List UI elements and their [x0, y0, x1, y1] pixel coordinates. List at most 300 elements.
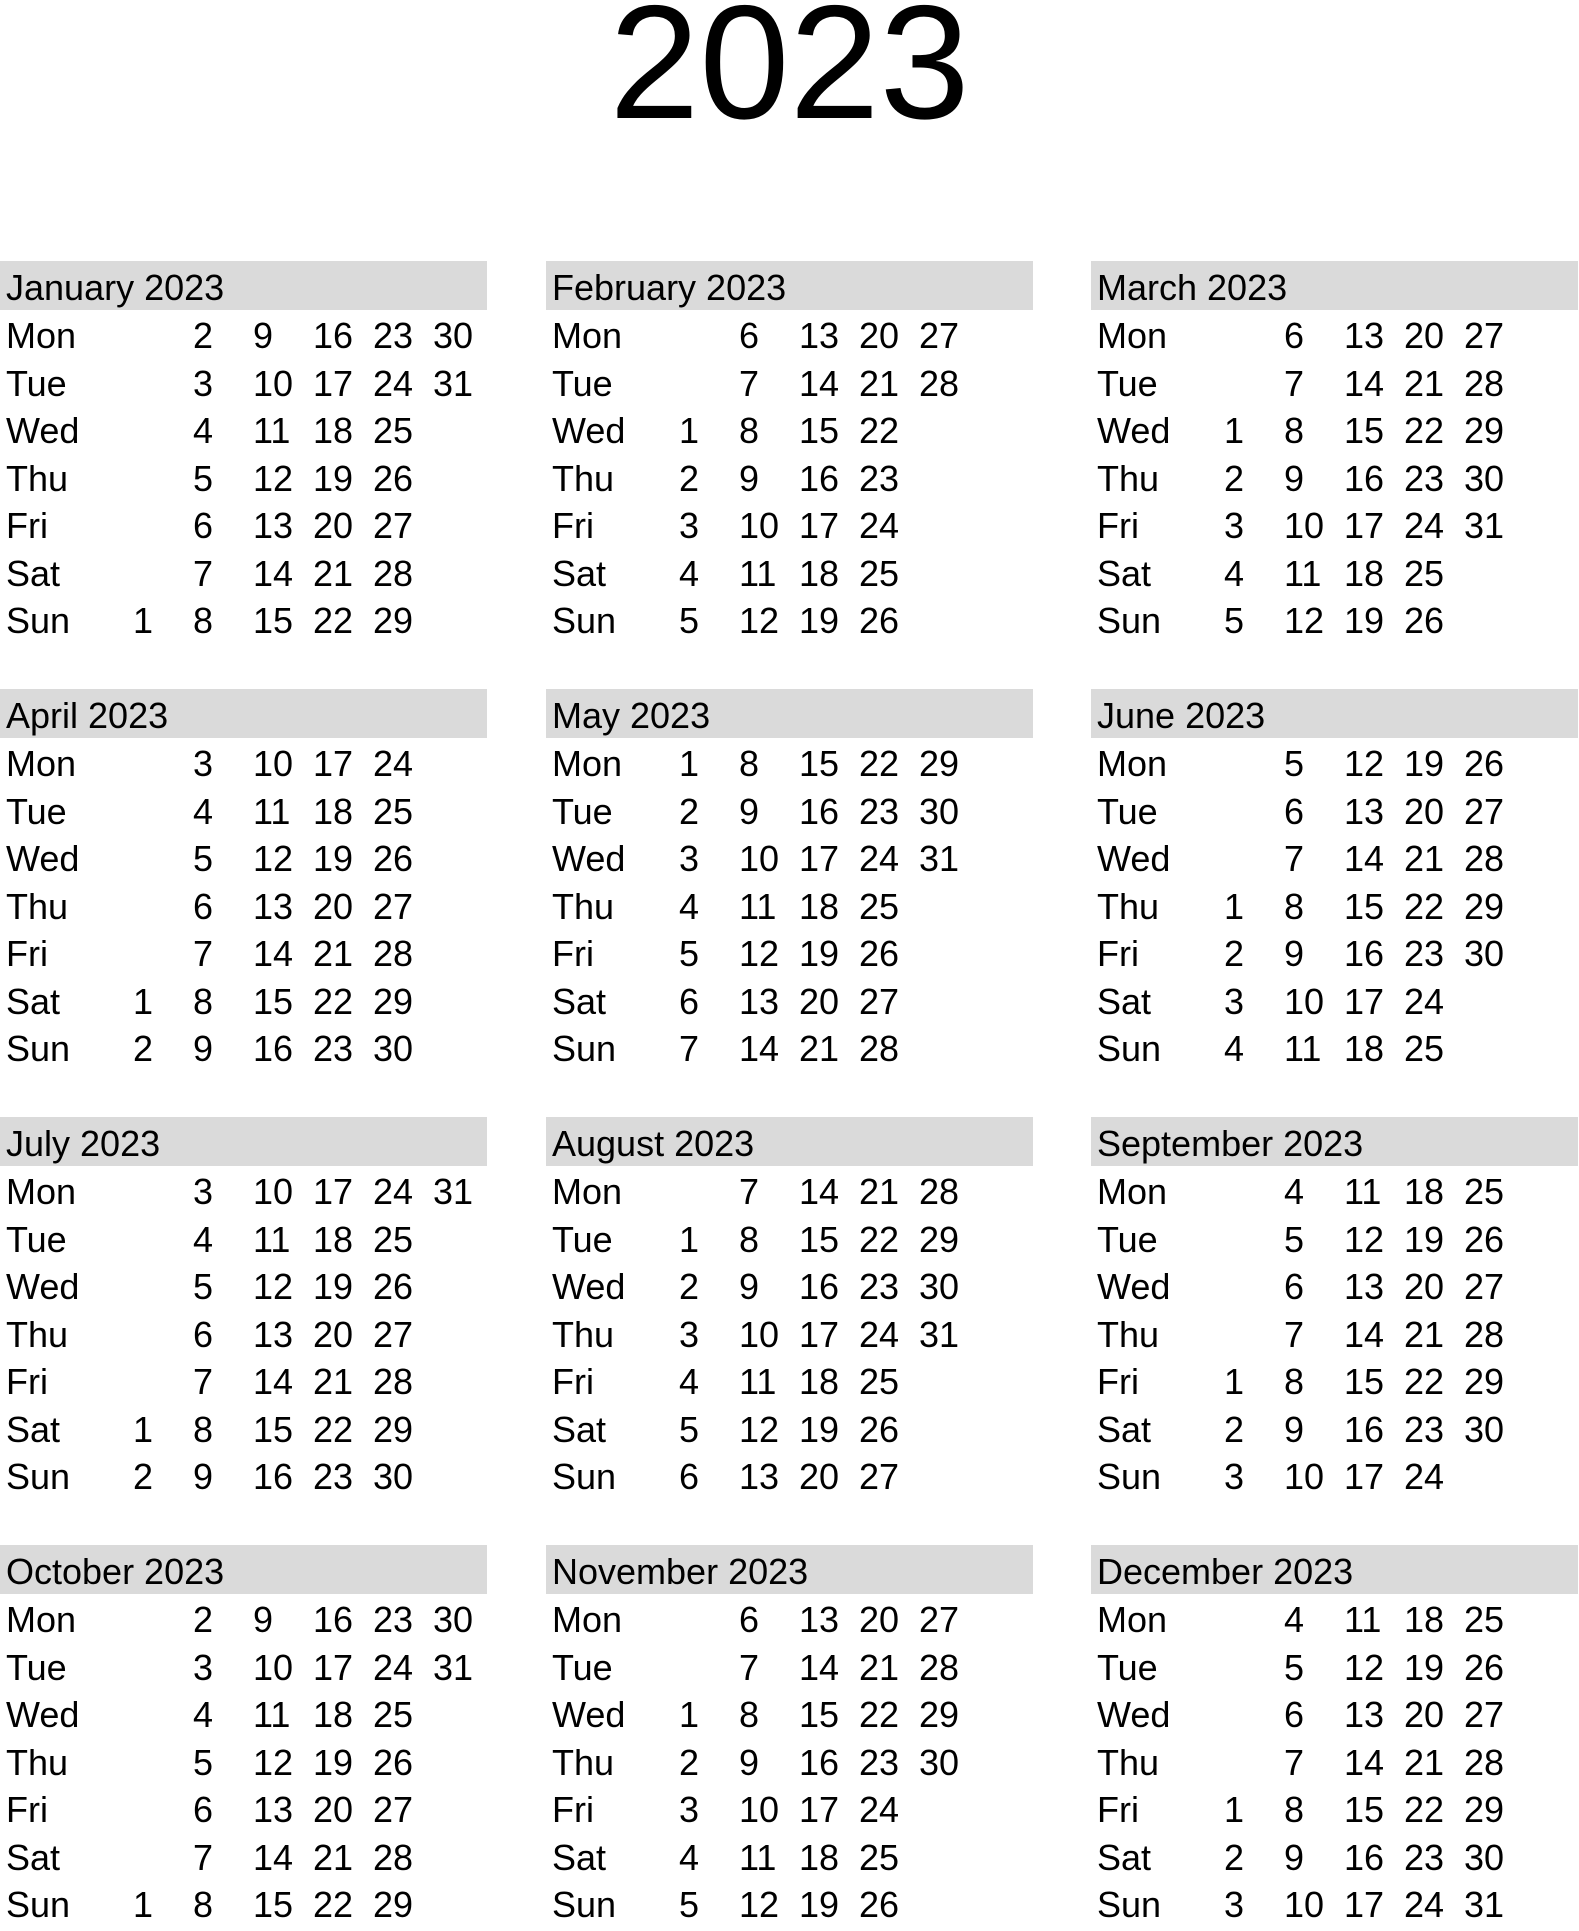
date-cell: 5: [679, 600, 700, 641]
weekday-row: [546, 405, 1033, 453]
weekday-row: [546, 786, 1033, 834]
date-cell: 8: [739, 1218, 760, 1260]
weekday-row: [546, 1309, 1033, 1357]
date-cell: 26: [1404, 600, 1445, 641]
month-block: [1091, 261, 1578, 643]
weekday-label: Mon: [1097, 743, 1168, 784]
date-cell: 17: [799, 505, 840, 546]
weekday-row: [546, 738, 1033, 786]
date-cell: 26: [859, 1884, 900, 1925]
weekday-label: Thu: [6, 885, 69, 927]
date-cell: 1: [1224, 410, 1245, 451]
date-cell: 18: [1404, 1171, 1445, 1212]
date-cell: 12: [739, 1884, 780, 1925]
weekday-row: [0, 1642, 487, 1690]
date-cell: 3: [1224, 505, 1245, 546]
date-cell: 8: [1284, 410, 1305, 451]
weekday-label: Tue: [552, 1646, 613, 1688]
date-cell: 1: [1224, 885, 1245, 927]
weekday-row: [546, 1879, 1033, 1927]
weekday-row: [1091, 595, 1578, 643]
date-cell: 26: [1464, 1646, 1505, 1688]
date-cell: 18: [313, 790, 354, 832]
date-cell: 16: [253, 1028, 294, 1069]
weekday-label: Tue: [6, 1218, 67, 1260]
date-cell: 10: [1284, 1884, 1325, 1925]
date-cell: 4: [193, 790, 214, 832]
weekday-row: [1091, 1261, 1578, 1309]
date-cell: 5: [679, 1408, 700, 1450]
date-cell: 22: [859, 410, 900, 451]
date-cell: 19: [1404, 1646, 1445, 1688]
date-cell: 14: [1344, 362, 1385, 404]
date-cell: 5: [679, 933, 700, 974]
weekday-label: Thu: [6, 1741, 69, 1783]
date-cell: 18: [1404, 1599, 1445, 1640]
date-cell: 7: [193, 1836, 214, 1878]
weekday-label: Mon: [6, 1171, 77, 1212]
date-cell: 27: [859, 980, 900, 1022]
weekday-label: Wed: [1097, 1694, 1171, 1735]
date-cell: 20: [1404, 790, 1445, 832]
weekday-row: [1091, 405, 1578, 453]
date-cell: 12: [253, 1741, 294, 1783]
date-cell: 23: [1404, 1836, 1445, 1878]
date-cell: 8: [193, 600, 214, 641]
date-cell: 28: [859, 1028, 900, 1069]
weekday-label: Fri: [552, 933, 594, 974]
date-cell: 25: [859, 552, 900, 594]
date-cell: 22: [859, 1218, 900, 1260]
weekday-label: Fri: [6, 933, 48, 974]
date-cell: 18: [799, 885, 840, 927]
weekday-label: Thu: [552, 885, 615, 927]
date-cell: 22: [1404, 1789, 1445, 1830]
date-cell: 11: [1284, 1028, 1322, 1069]
date-cell: 24: [373, 743, 414, 784]
weekday-label: Tue: [552, 790, 613, 832]
date-cell: 17: [1344, 505, 1385, 546]
date-cell: 20: [799, 1456, 840, 1497]
weekday-row: [0, 548, 487, 596]
date-cell: 13: [253, 1789, 294, 1830]
date-cell: 6: [1284, 790, 1305, 832]
weekday-row: [0, 786, 487, 834]
date-cell: 15: [1344, 1361, 1385, 1402]
date-cell: 20: [859, 315, 900, 356]
weekday-label: Sat: [552, 1408, 607, 1450]
weekday-row: [546, 310, 1033, 358]
date-cell: 3: [679, 838, 700, 879]
date-cell: 8: [1284, 885, 1305, 927]
weekday-label: Tue: [552, 1218, 613, 1260]
date-cell: 19: [313, 457, 354, 499]
date-cell: 30: [919, 1741, 960, 1783]
date-cell: 23: [313, 1456, 354, 1497]
month-block: [0, 1545, 487, 1927]
date-cell: 18: [1344, 1028, 1385, 1069]
date-cell: 2: [1224, 933, 1245, 974]
date-cell: 27: [373, 505, 414, 546]
date-cell: 7: [739, 362, 760, 404]
date-cell: 15: [253, 1884, 294, 1925]
weekday-row: [1091, 1309, 1578, 1357]
weekday-label: Thu: [1097, 457, 1160, 499]
date-cell: 30: [1464, 1408, 1505, 1450]
date-cell: 25: [859, 1836, 900, 1878]
weekday-row: [1091, 833, 1578, 881]
weekday-label: Mon: [1097, 1599, 1168, 1640]
weekday-label: Sat: [552, 980, 607, 1022]
weekday-row: [546, 833, 1033, 881]
month-header: February 2023: [546, 261, 1033, 310]
weekday-label: Sun: [1097, 1456, 1162, 1497]
month-header: October 2023: [0, 1545, 487, 1594]
date-cell: 8: [1284, 1361, 1305, 1402]
date-cell: 10: [739, 838, 780, 879]
weekday-row: [546, 1356, 1033, 1404]
date-cell: 12: [1344, 743, 1385, 784]
weekday-label: Wed: [552, 410, 626, 451]
date-cell: 23: [859, 790, 900, 832]
date-cell: 6: [193, 1789, 214, 1830]
weekday-row: [546, 500, 1033, 548]
date-cell: 23: [1404, 933, 1445, 974]
date-cell: 19: [1404, 743, 1445, 784]
date-cell: 27: [1464, 1694, 1505, 1735]
date-cell: 11: [739, 885, 777, 927]
date-cell: 3: [1224, 980, 1245, 1022]
weekday-row: [546, 1594, 1033, 1642]
weekday-row: [1091, 1166, 1578, 1214]
date-cell: 13: [799, 315, 840, 356]
date-cell: 26: [373, 1266, 414, 1307]
month-header: March 2023: [1091, 261, 1578, 310]
date-cell: 18: [313, 1694, 354, 1735]
month-header: September 2023: [1091, 1117, 1578, 1166]
date-cell: 28: [1464, 1313, 1505, 1355]
weekday-row: [546, 881, 1033, 929]
date-cell: 23: [373, 315, 414, 356]
date-cell: 11: [1344, 1171, 1382, 1212]
date-cell: 28: [1464, 838, 1505, 879]
month-block: [0, 1117, 487, 1499]
weekday-row: [546, 1689, 1033, 1737]
date-cell: 16: [799, 1741, 840, 1783]
date-cell: 2: [133, 1028, 154, 1069]
date-cell: 28: [373, 933, 414, 974]
date-cell: 7: [193, 552, 214, 594]
date-cell: 30: [433, 1599, 474, 1640]
date-cell: 26: [859, 600, 900, 641]
month-block: [546, 1117, 1033, 1499]
date-cell: 9: [739, 790, 760, 832]
date-cell: 14: [253, 933, 294, 974]
date-cell: 9: [253, 315, 274, 356]
date-cell: 30: [373, 1028, 414, 1069]
date-cell: 30: [373, 1456, 414, 1497]
date-cell: 15: [799, 743, 840, 784]
date-cell: 14: [253, 1836, 294, 1878]
weekday-label: Sat: [552, 1836, 607, 1878]
date-cell: 7: [679, 1028, 700, 1069]
date-cell: 24: [859, 1789, 900, 1830]
date-cell: 28: [373, 1836, 414, 1878]
weekday-row: [0, 500, 487, 548]
date-cell: 6: [193, 505, 214, 546]
date-cell: 22: [1404, 1361, 1445, 1402]
date-cell: 18: [799, 1361, 840, 1402]
date-cell: 31: [1464, 505, 1505, 546]
weekday-row: [0, 1689, 487, 1737]
date-cell: 21: [1404, 838, 1445, 879]
weekday-label: Fri: [6, 1789, 48, 1830]
date-cell: 31: [433, 362, 474, 404]
date-cell: 3: [193, 362, 214, 404]
month-block: [1091, 1117, 1578, 1499]
date-cell: 2: [679, 790, 700, 832]
date-cell: 9: [193, 1456, 214, 1497]
weekday-row: [1091, 1689, 1578, 1737]
date-cell: 7: [1284, 1313, 1305, 1355]
weekday-row: [0, 881, 487, 929]
weekday-label: Fri: [6, 505, 48, 546]
date-cell: 2: [1224, 1408, 1245, 1450]
date-cell: 6: [679, 1456, 700, 1497]
weekday-row: [546, 1023, 1033, 1071]
date-cell: 6: [1284, 315, 1305, 356]
date-cell: 11: [1344, 1599, 1382, 1640]
weekday-label: Fri: [1097, 1789, 1139, 1830]
date-cell: 14: [799, 1646, 840, 1688]
date-cell: 15: [1344, 885, 1385, 927]
date-cell: 11: [253, 1218, 291, 1260]
date-cell: 1: [679, 1694, 700, 1735]
date-cell: 6: [193, 1313, 214, 1355]
weekday-row: [0, 1451, 487, 1499]
date-cell: 29: [373, 1884, 414, 1925]
date-cell: 18: [1344, 552, 1385, 594]
weekday-label: Wed: [552, 1694, 626, 1735]
date-cell: 7: [193, 933, 214, 974]
weekday-row: [546, 976, 1033, 1024]
weekday-label: Tue: [552, 362, 613, 404]
date-cell: 24: [1404, 1884, 1445, 1925]
date-cell: 6: [739, 315, 760, 356]
date-cell: 16: [1344, 1836, 1385, 1878]
date-cell: 3: [193, 1646, 214, 1688]
date-cell: 8: [193, 1884, 214, 1925]
date-cell: 2: [1224, 1836, 1245, 1878]
date-cell: 12: [253, 838, 294, 879]
weekday-row: [0, 1832, 487, 1880]
date-cell: 3: [193, 1171, 214, 1212]
date-cell: 5: [193, 457, 214, 499]
weekday-row: [1091, 1023, 1578, 1071]
date-cell: 10: [253, 1646, 294, 1688]
date-cell: 27: [1464, 1266, 1505, 1307]
date-cell: 1: [679, 410, 700, 451]
date-cell: 27: [1464, 315, 1505, 356]
date-cell: 13: [1344, 1694, 1385, 1735]
weekday-label: Sun: [6, 1456, 71, 1497]
date-cell: 26: [373, 1741, 414, 1783]
date-cell: 18: [799, 552, 840, 594]
date-cell: 21: [799, 1028, 840, 1069]
weekday-row: [1091, 1404, 1578, 1452]
date-cell: 22: [1404, 885, 1445, 927]
date-cell: 24: [1404, 980, 1445, 1022]
date-cell: 25: [373, 1694, 414, 1735]
weekday-label: Thu: [552, 1741, 615, 1783]
date-cell: 4: [193, 1218, 214, 1260]
date-cell: 15: [799, 1218, 840, 1260]
weekday-label: Sun: [6, 1884, 71, 1925]
weekday-row: [546, 1214, 1033, 1262]
month-header: November 2023: [546, 1545, 1033, 1594]
date-cell: 10: [1284, 505, 1325, 546]
date-cell: 9: [739, 1741, 760, 1783]
weekday-row: [1091, 881, 1578, 929]
date-cell: 15: [253, 1408, 294, 1450]
date-cell: 5: [1224, 600, 1245, 641]
date-cell: 29: [373, 980, 414, 1022]
date-cell: 20: [1404, 315, 1445, 356]
weekday-row: [546, 1737, 1033, 1785]
weekday-row: [0, 405, 487, 453]
date-cell: 24: [859, 838, 900, 879]
date-cell: 27: [373, 885, 414, 927]
date-cell: 8: [193, 1408, 214, 1450]
weekday-row: [1091, 1594, 1578, 1642]
weekday-label: Fri: [552, 505, 594, 546]
date-cell: 2: [193, 1599, 214, 1640]
date-cell: 24: [373, 1646, 414, 1688]
date-cell: 16: [313, 315, 354, 356]
date-cell: 11: [253, 1694, 291, 1735]
date-cell: 22: [313, 600, 354, 641]
weekday-row: [0, 1356, 487, 1404]
weekday-label: Tue: [6, 362, 67, 404]
date-cell: 19: [1344, 600, 1385, 641]
weekday-label: Tue: [1097, 1646, 1158, 1688]
date-cell: 6: [1284, 1266, 1305, 1307]
date-cell: 19: [799, 600, 840, 641]
date-cell: 20: [799, 980, 840, 1022]
weekday-label: Mon: [1097, 315, 1168, 356]
date-cell: 5: [193, 1741, 214, 1783]
date-cell: 26: [1464, 1218, 1505, 1260]
date-cell: 28: [373, 552, 414, 594]
date-cell: 12: [739, 600, 780, 641]
month-block: [1091, 1545, 1578, 1927]
date-cell: 6: [193, 885, 214, 927]
weekday-row: [1091, 1642, 1578, 1690]
date-cell: 30: [919, 790, 960, 832]
date-cell: 24: [1404, 505, 1445, 546]
date-cell: 11: [253, 410, 291, 451]
weekday-row: [546, 595, 1033, 643]
weekday-label: Sun: [552, 1456, 617, 1497]
date-cell: 13: [1344, 315, 1385, 356]
weekday-label: Fri: [552, 1789, 594, 1830]
date-cell: 28: [373, 1361, 414, 1402]
date-cell: 14: [799, 362, 840, 404]
date-cell: 16: [799, 790, 840, 832]
weekday-row: [546, 1261, 1033, 1309]
date-cell: 9: [739, 1266, 760, 1307]
date-cell: 29: [1464, 410, 1505, 451]
weekday-label: Wed: [6, 838, 80, 879]
date-cell: 7: [1284, 838, 1305, 879]
date-cell: 20: [313, 1313, 354, 1355]
date-cell: 13: [1344, 1266, 1385, 1307]
weekday-row: [1091, 310, 1578, 358]
date-cell: 14: [1344, 1313, 1385, 1355]
weekday-label: Mon: [6, 315, 77, 356]
weekday-label: Fri: [1097, 505, 1139, 546]
date-cell: 9: [1284, 457, 1305, 499]
date-cell: 31: [433, 1646, 474, 1688]
date-cell: 21: [1404, 362, 1445, 404]
date-cell: 29: [919, 1694, 960, 1735]
date-cell: 2: [193, 315, 214, 356]
date-cell: 24: [373, 362, 414, 404]
date-cell: 17: [313, 1646, 354, 1688]
weekday-label: Mon: [6, 1599, 77, 1640]
weekday-label: Thu: [1097, 1313, 1160, 1355]
date-cell: 25: [1404, 1028, 1445, 1069]
date-cell: 20: [313, 885, 354, 927]
date-cell: 14: [253, 1361, 294, 1402]
weekday-row: [1091, 1356, 1578, 1404]
month-header: August 2023: [546, 1117, 1033, 1166]
date-cell: 30: [919, 1266, 960, 1307]
date-cell: 3: [679, 1789, 700, 1830]
date-cell: 23: [1404, 1408, 1445, 1450]
date-cell: 5: [193, 1266, 214, 1307]
date-cell: 19: [313, 838, 354, 879]
date-cell: 22: [859, 743, 900, 784]
weekday-row: [0, 1784, 487, 1832]
date-cell: 19: [313, 1266, 354, 1307]
date-cell: 7: [1284, 1741, 1305, 1783]
date-cell: 17: [799, 838, 840, 879]
date-cell: 2: [133, 1456, 154, 1497]
weekday-label: Sun: [1097, 1028, 1162, 1069]
date-cell: 21: [313, 933, 354, 974]
weekday-label: Thu: [552, 1313, 615, 1355]
date-cell: 26: [373, 838, 414, 879]
date-cell: 13: [253, 1313, 294, 1355]
date-cell: 15: [253, 980, 294, 1022]
date-cell: 10: [739, 1313, 780, 1355]
date-cell: 7: [739, 1646, 760, 1688]
date-cell: 19: [799, 1884, 840, 1925]
month-header: January 2023: [0, 261, 487, 310]
weekday-row: [0, 738, 487, 786]
date-cell: 23: [1404, 457, 1445, 499]
weekday-label: Mon: [552, 315, 623, 356]
date-cell: 29: [1464, 885, 1505, 927]
date-cell: 22: [313, 1884, 354, 1925]
weekday-row: [546, 1642, 1033, 1690]
date-cell: 30: [1464, 933, 1505, 974]
date-cell: 27: [859, 1456, 900, 1497]
date-cell: 29: [1464, 1789, 1505, 1830]
date-cell: 27: [373, 1789, 414, 1830]
weekday-label: Sat: [6, 1836, 61, 1878]
